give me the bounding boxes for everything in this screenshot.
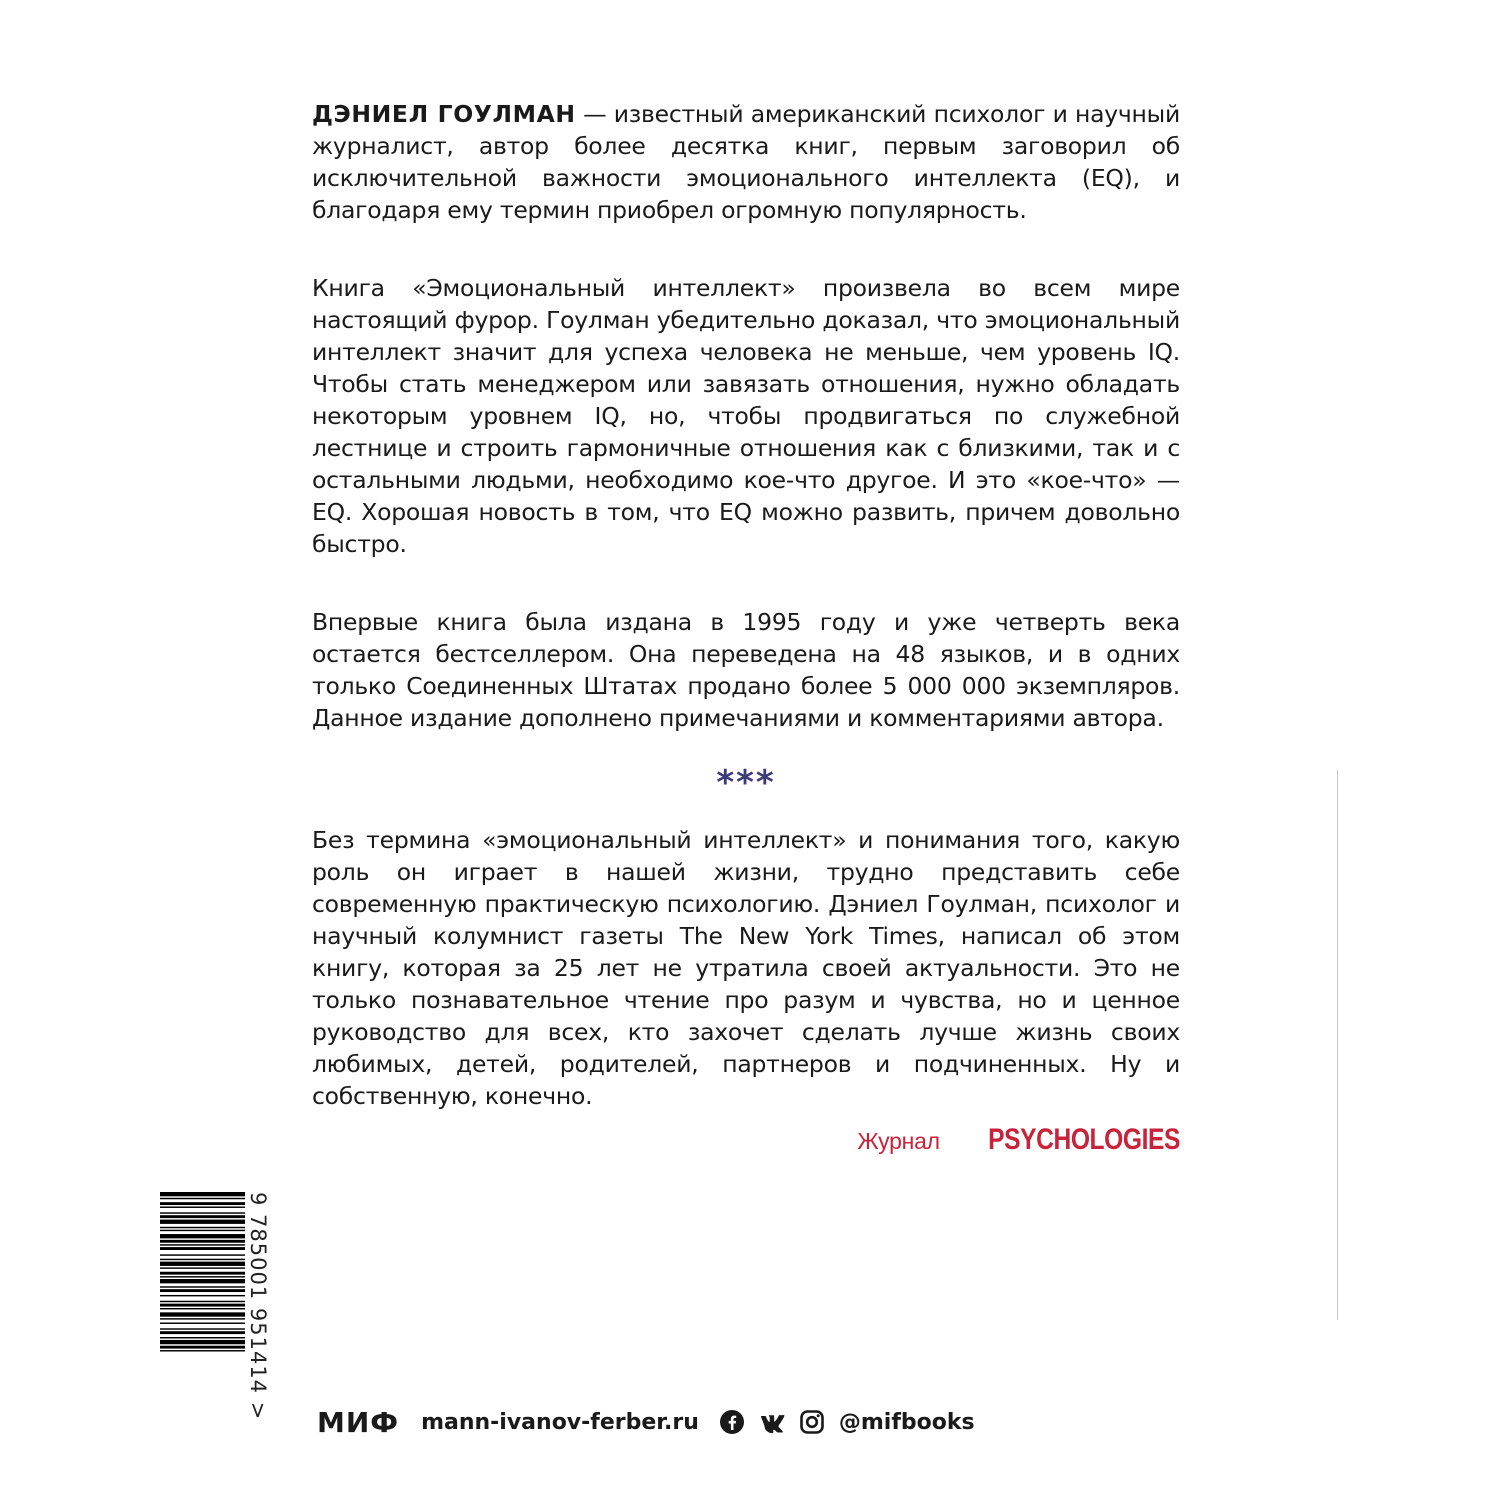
facebook-icon[interactable] <box>719 1409 745 1435</box>
barcode-bar <box>160 1240 245 1243</box>
barcode-bar <box>160 1308 245 1309</box>
barcode-bar <box>160 1295 245 1296</box>
barcode-bar <box>160 1289 245 1292</box>
barcode-bar <box>160 1198 245 1199</box>
barcode-bar <box>160 1215 245 1218</box>
barcode-bar <box>160 1350 245 1351</box>
barcode-bar <box>160 1318 245 1319</box>
barcode-bar <box>160 1262 245 1266</box>
barcode-bar <box>160 1340 245 1344</box>
spine-fold-line <box>1337 770 1338 1320</box>
barcode-bar <box>160 1337 245 1338</box>
barcode-bar <box>160 1328 245 1329</box>
author-name: ДЭНИЕЛ ГОУЛМАН <box>312 100 576 128</box>
barcode-bar <box>160 1286 245 1287</box>
barcode-bar <box>160 1247 245 1250</box>
author-bio: — известный американский психолог и научный журналист, автор более десятка книг, первым заговорил об исключительной важности эмоционального интеллекта (EQ), и благодаря ему термин приобрел огромную популярность. <box>312 100 1181 224</box>
barcode-bar <box>160 1230 245 1231</box>
barcode-bar <box>160 1304 245 1307</box>
barcode-bar <box>160 1279 245 1283</box>
barcode-bar <box>160 1267 245 1268</box>
barcode-bar <box>160 1254 245 1255</box>
barcode-bar <box>160 1220 245 1224</box>
barcode-bar <box>160 1227 245 1228</box>
barcode-bar <box>160 1301 245 1302</box>
section-separator: *** <box>716 763 776 803</box>
publisher-logo: МИФ <box>317 1405 400 1439</box>
review-attribution <box>312 1124 1180 1157</box>
author-bio-paragraph <box>312 98 1180 226</box>
barcode-bar <box>160 1244 245 1245</box>
isbn-number: 9 785001 951414 > <box>246 1192 270 1421</box>
review-quote-paragraph: Без термина «эмоциональный интеллект» и понимания того, какую роль он играет в нашей жизни, трудно представить себе современную практическую психологию. Дэниел Гоулман, психолог и научный колумнист газеты The New York Times, написал об этом книгу, которая за 25 лет не утратила своей актуальности. Это не только познавательное чтение про разум и чувства, но и ценное руководство для всех, кто захочет сделать лучше жизнь своих любимых, детей, родителей, партнеров и подчиненных. Ну и собственную, конечно. <box>312 826 1180 1110</box>
barcode-bar <box>160 1346 245 1349</box>
barcode-bar <box>160 1323 245 1324</box>
website-link[interactable]: mann-ivanov-ferber.ru <box>421 1409 699 1435</box>
instagram-icon[interactable] <box>799 1409 825 1435</box>
barcode-bar <box>160 1212 245 1213</box>
barcode-bars <box>160 1192 245 1402</box>
barcode-bar <box>160 1234 245 1238</box>
publication-history-paragraph: Впервые книга была издана в 1995 году и уже четверть века остается бестселлером. Она переведена на 48 языков, и в одних только Соединенных Штатах продано более 5 000 000 экземпляров. Данное издание дополнено примечаниями и комментариями автора. <box>312 608 1180 732</box>
barcode-bar <box>160 1276 245 1277</box>
social-handle[interactable]: @mifbooks <box>838 1409 975 1435</box>
barcode-bar <box>160 1207 245 1208</box>
vk-icon[interactable] <box>759 1409 785 1435</box>
barcode-bar <box>160 1312 245 1316</box>
publisher-footer <box>317 1400 975 1444</box>
attribution-prefix: Журнал <box>857 1128 946 1154</box>
magazine-name: PSYCHOLOGIES <box>988 1123 1180 1156</box>
barcode-bar <box>160 1331 245 1334</box>
book-description-paragraph: Книга «Эмоциональный интеллект» произвела во всем мире настоящий фурор. Гоулман убедительно доказал, что эмоциональный интеллект значит для успеха человека не меньше, чем уровень IQ. Чтобы стать менеджером или завязать отношения, нужно обладать некоторым уровнем IQ, но, чтобы продвигаться по служебной лестнице и строить гармоничные отношения как с близкими, так и с остальными людьми, необходимо кое-что другое. И это «кое-что» — EQ. Хорошая новость в том, что EQ можно развить, причем довольно быстро. <box>312 274 1180 558</box>
barcode-bar <box>160 1192 245 1196</box>
barcode-bar <box>160 1259 245 1260</box>
barcode-bar <box>160 1202 245 1205</box>
barcode-bar <box>160 1272 245 1275</box>
back-cover-text <box>312 98 1180 1157</box>
